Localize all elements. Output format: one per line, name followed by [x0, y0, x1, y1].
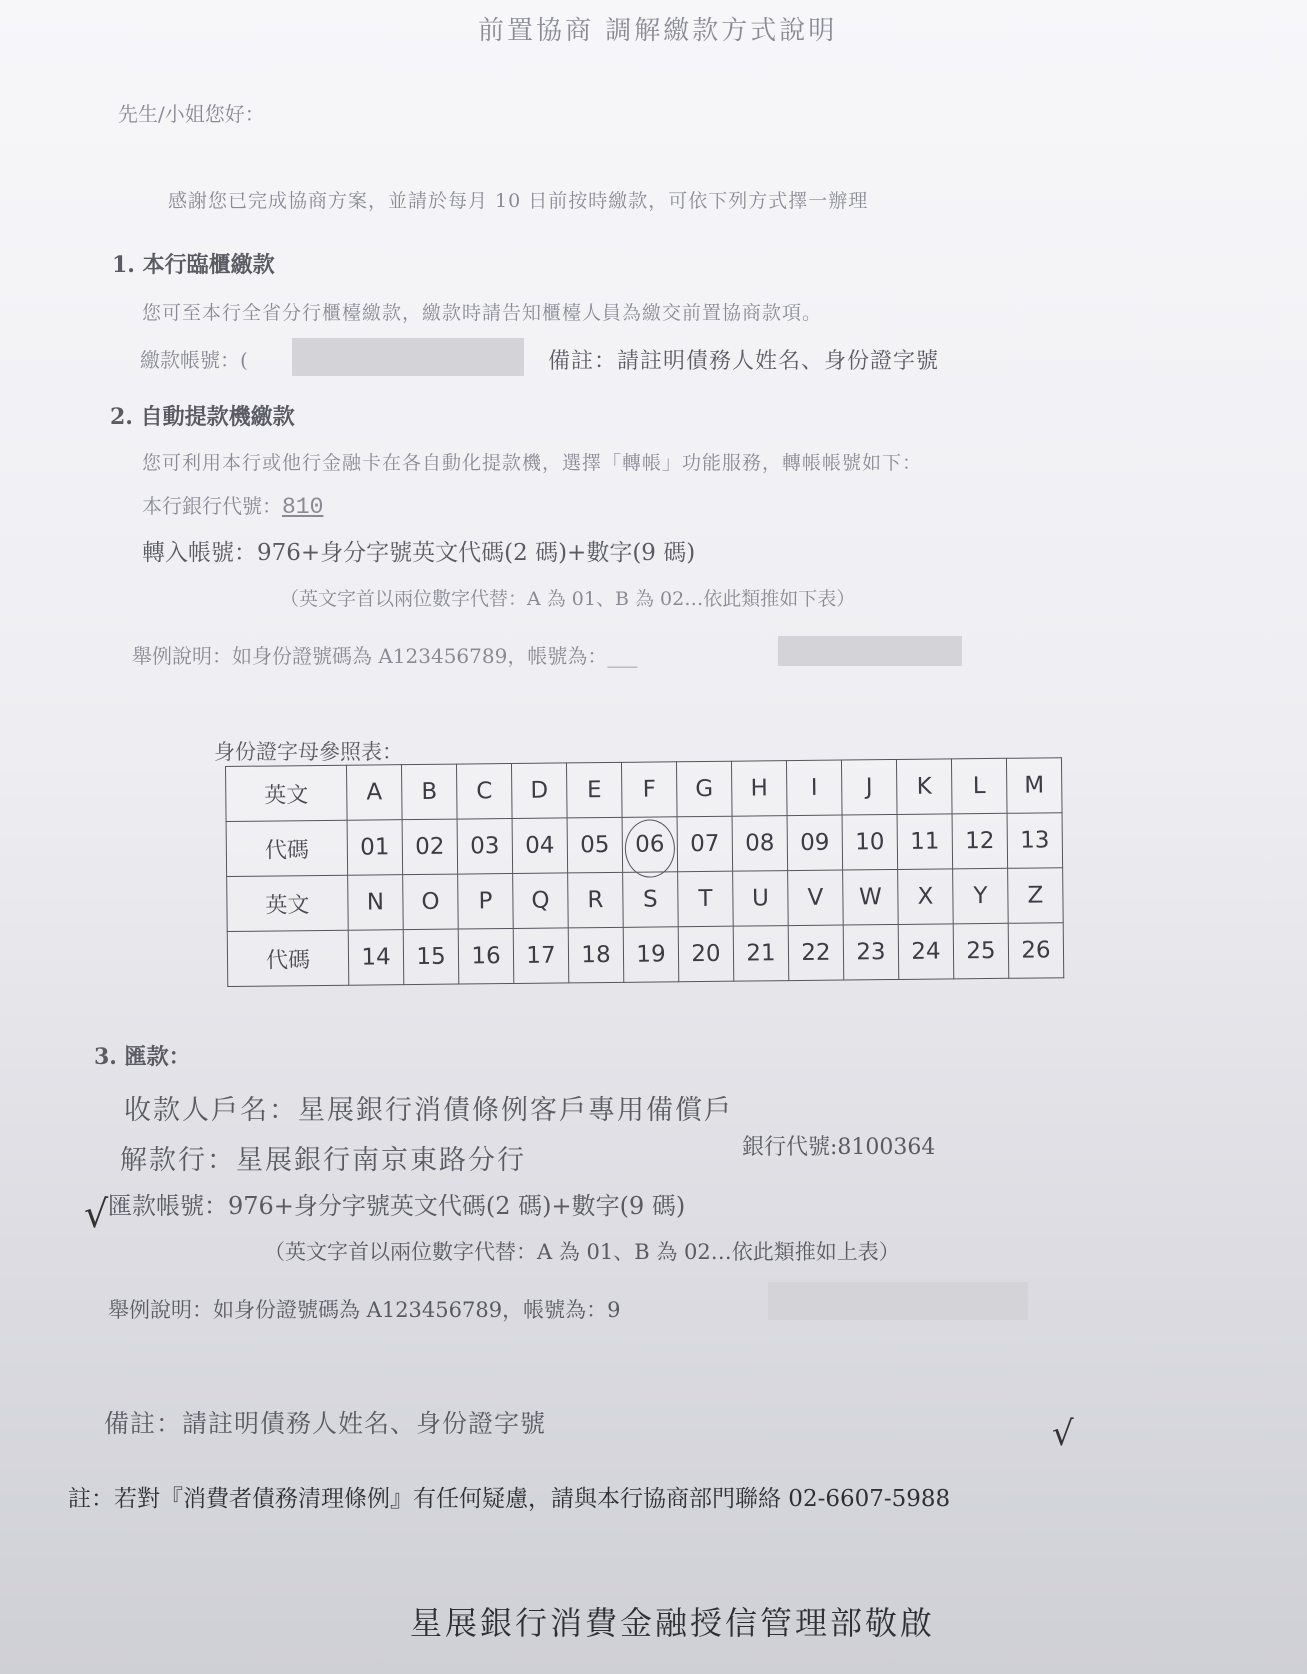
letter-cell: J: [841, 759, 897, 815]
letter-cell: E: [566, 762, 622, 818]
section2-body: 您可利用本行或他行金融卡在各自動化提款機，選擇「轉帳」功能服務，轉帳帳號如下：: [142, 452, 923, 474]
code-cell: 04: [512, 818, 568, 874]
letter-cell: H: [731, 761, 787, 817]
code-cell: 22: [788, 925, 844, 981]
letter-cell: Y: [953, 868, 1009, 924]
table-row: [226, 758, 1063, 822]
letter-cell: M: [1006, 758, 1062, 814]
code-cell: 15: [403, 929, 459, 985]
letter-cell: D: [511, 763, 567, 819]
letter-cell: C: [456, 763, 512, 819]
signature-line: 星展銀行消費金融授信管理部敬啟: [410, 1604, 936, 1642]
intro-text: 感謝您已完成協商方案，並請於每月 10 日前按時繳款，可依下列方式擇一辦理: [168, 190, 869, 212]
code-cell: 21: [733, 926, 789, 982]
section3-heading: 3. 匯款：: [94, 1044, 191, 1070]
code-cell: 08: [732, 816, 788, 872]
redacted-account-2: [778, 636, 962, 666]
code-cell: 16: [458, 928, 514, 984]
header-letter: 英文: [227, 875, 349, 931]
footnote: 註：若對『消費者債務清理條例』有任何疑慮，請與本行協商部門聯絡 02-6607-5988: [68, 1486, 951, 1512]
letter-cell: I: [786, 760, 842, 816]
handwritten-check-mark: √: [84, 1192, 109, 1236]
section2-example: 舉例說明：如身份證號碼為 A123456789，帳號為：___: [132, 644, 638, 668]
code-cell: 25: [953, 923, 1009, 979]
code-cell-text: 06: [635, 831, 665, 858]
letter-cell: Z: [1008, 868, 1064, 924]
payee-name: 收款人戶名：星展銀行消債條例客戶專用備償戶: [124, 1095, 733, 1126]
section3-example: 舉例說明：如身份證號碼為 A123456789，帳號為：9: [108, 1298, 621, 1322]
letter-cell: X: [898, 869, 954, 925]
table-caption: 身份證字母參照表：: [214, 740, 403, 764]
letter-cell: L: [951, 758, 1007, 814]
code-cell: 13: [1007, 813, 1063, 869]
letter-cell: Q: [513, 873, 569, 929]
code-cell: 17: [513, 928, 569, 984]
section2-heading: 2. 自動提款機繳款: [110, 404, 295, 430]
letter-cell: G: [676, 761, 732, 817]
remark-text: 備註：請註明債務人姓名、身份證字號: [104, 1409, 547, 1438]
header-code: 代碼: [226, 820, 348, 876]
code-cell: 12: [952, 813, 1008, 869]
code-cell: 18: [568, 927, 624, 983]
letter-cell: V: [788, 870, 844, 926]
letter-cell: P: [458, 873, 514, 929]
letter-cell: B: [401, 764, 457, 820]
code-cell: 14: [348, 930, 404, 986]
letter-cell: K: [896, 759, 952, 815]
letter-cell: N: [348, 875, 404, 931]
code-cell-circled: [622, 817, 678, 873]
greeting: 先生/小姐您好：: [118, 102, 265, 126]
letter-cell: O: [403, 874, 459, 930]
letter-cell: T: [678, 871, 734, 927]
bank-code-label: 本行銀行代號：: [142, 494, 282, 518]
redacted-account-3: [768, 1282, 1028, 1320]
transfer-account: 轉入帳號：976+身分字號英文代碼(2 碼)+數字(9 碼): [142, 540, 696, 566]
code-cell: 05: [567, 817, 623, 873]
section2-rule: （英文字首以兩位數字代替：A 為 01、B 為 02…依此類推如下表）: [280, 588, 856, 610]
code-cell: 24: [898, 924, 954, 980]
section1-heading: 1. 本行臨櫃繳款: [112, 252, 275, 278]
letter-cell: A: [346, 765, 402, 821]
redacted-account-1: [292, 338, 524, 376]
id-letter-reference-table: [225, 757, 1064, 987]
code-cell: 10: [842, 814, 898, 870]
code-cell: 23: [843, 924, 899, 980]
table-row: [227, 923, 1064, 987]
code-cell: 03: [457, 818, 513, 874]
header-code: 代碼: [227, 930, 349, 986]
section3-rule: （英文字首以兩位數字代替：A 為 01、B 為 02…依此類推如上表）: [264, 1240, 900, 1264]
table-row: [226, 813, 1063, 877]
section3-bank-code: 銀行代號:8100364: [742, 1135, 936, 1160]
code-cell: 19: [623, 927, 679, 983]
section1-body: 您可至本行全省分行櫃檯繳款，繳款時請告知櫃檯人員為繳交前置協商款項。: [142, 302, 823, 324]
code-cell: 20: [678, 926, 734, 982]
letter-cell: W: [843, 869, 899, 925]
document-title: 前置協商 調解繳款方式說明: [478, 16, 838, 46]
code-cell: 01: [347, 820, 403, 876]
table-row: [227, 868, 1064, 932]
letter-cell: F: [621, 762, 677, 818]
code-cell: 02: [402, 819, 458, 875]
letter-cell: U: [733, 871, 789, 927]
bank-code-value: 810: [282, 494, 324, 520]
letter-cell: S: [623, 872, 679, 928]
code-cell: 26: [1008, 923, 1064, 979]
handwritten-check-mark: √: [1052, 1414, 1074, 1454]
receiving-bank: 解款行：星展銀行南京東路分行: [120, 1145, 526, 1176]
remittance-account: 匯款帳號：976+身分字號英文代碼(2 碼)+數字(9 碼): [108, 1192, 686, 1220]
section1-note: 備註：請註明債務人姓名、身份證字號: [548, 349, 940, 374]
code-cell: 11: [897, 814, 953, 870]
code-cell: 09: [787, 815, 843, 871]
header-letter: 英文: [226, 765, 348, 821]
letter-cell: R: [568, 872, 624, 928]
section1-account-label: 繳款帳號：(: [140, 348, 248, 372]
code-cell: 07: [677, 816, 733, 872]
